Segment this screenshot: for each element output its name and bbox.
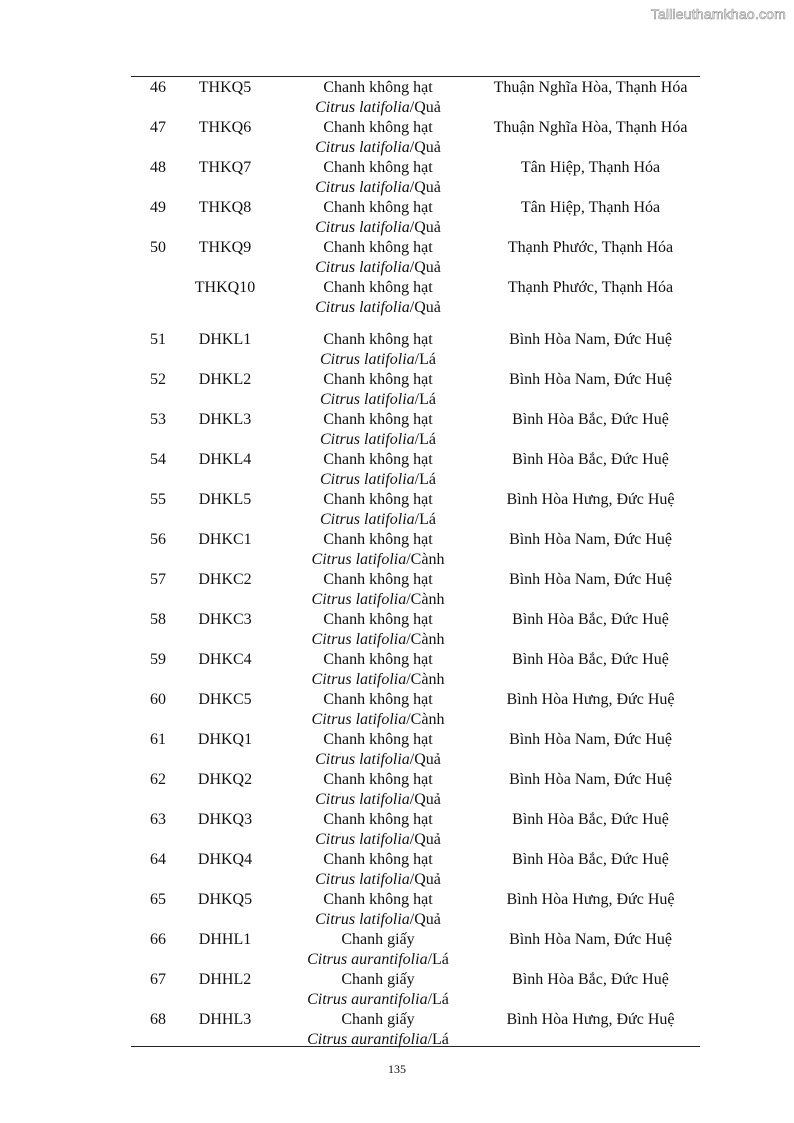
collection-location: Bình Hòa Hưng, Đức Huệ	[506, 1011, 675, 1028]
sample-code: DHHL3	[198, 1011, 252, 1028]
row-number: 52	[150, 371, 166, 388]
plant-part: /Quả	[409, 871, 441, 888]
scientific-name-line	[265, 670, 491, 690]
sample-code: DHKC2	[198, 571, 252, 588]
collection-location: Bình Hòa Nam, Đức Huệ	[509, 531, 672, 548]
common-name: Chanh giấy	[341, 1011, 415, 1028]
scientific-name-line	[265, 138, 491, 158]
species-cell	[265, 650, 491, 690]
plant-part: /Quả	[409, 139, 441, 156]
location-cell	[491, 810, 690, 830]
plant-part: /Quả	[409, 751, 441, 768]
species-cell	[265, 850, 491, 890]
scientific-name: Citrus latifolia	[315, 259, 410, 276]
location-cell	[491, 770, 690, 790]
location-cell	[491, 78, 690, 98]
plant-part: /Cành	[406, 671, 445, 688]
common-name: Chanh không hạt	[323, 851, 433, 868]
row-number: 54	[150, 451, 166, 468]
table-row	[131, 370, 700, 410]
row-number: 47	[150, 119, 166, 136]
location-cell	[491, 158, 690, 178]
species-cell	[265, 1010, 491, 1050]
plant-part: /Quả	[409, 299, 441, 316]
collection-location: Tân Hiệp, Thạnh Hóa	[520, 159, 661, 176]
table-row	[131, 238, 700, 278]
table-row	[131, 490, 700, 530]
species-cell	[265, 198, 491, 238]
species-cell	[265, 158, 491, 198]
table-row	[131, 570, 700, 610]
scientific-name: Citrus latifolia	[311, 671, 407, 688]
scientific-name-line	[265, 590, 491, 610]
scientific-name-line	[265, 298, 491, 318]
table-row	[131, 530, 700, 570]
sample-code: DHKL3	[198, 411, 252, 428]
table-bottom-rule	[131, 1046, 700, 1047]
scientific-name-line	[265, 350, 491, 370]
table-row	[131, 118, 700, 158]
plant-part: /Cành	[406, 631, 445, 648]
sample-code: DHKQ1	[197, 731, 253, 748]
species-cell	[265, 770, 491, 810]
common-name: Chanh không hạt	[323, 119, 433, 136]
common-name: Chanh không hạt	[323, 811, 433, 828]
plant-part: /Quả	[409, 259, 441, 276]
sample-code: DHKC3	[198, 611, 252, 628]
common-name: Chanh không hạt	[323, 691, 433, 708]
row-number: 63	[150, 811, 166, 828]
collection-location: Bình Hòa Bắc, Đức Huệ	[512, 971, 669, 988]
sample-code: DHKC5	[198, 691, 252, 708]
table-row	[131, 890, 700, 930]
scientific-name-line	[265, 950, 491, 970]
common-name: Chanh không hạt	[323, 411, 433, 428]
common-name: Chanh không hạt	[323, 331, 433, 348]
scientific-name-line	[265, 470, 491, 490]
row-number: 62	[150, 771, 166, 788]
species-cell	[265, 610, 491, 650]
scientific-name: Citrus latifolia	[311, 591, 407, 608]
species-cell	[265, 490, 491, 530]
species-cell	[265, 330, 491, 370]
table-row	[131, 198, 700, 238]
location-cell	[491, 278, 690, 298]
species-cell	[265, 238, 491, 278]
location-cell	[491, 970, 690, 990]
location-cell	[491, 490, 690, 510]
scientific-name-line	[265, 550, 491, 570]
location-cell	[491, 530, 690, 550]
table-row	[131, 278, 700, 318]
species-cell	[265, 78, 491, 118]
scientific-name: Citrus latifolia	[315, 299, 410, 316]
collection-location: Bình Hòa Bắc, Đức Huệ	[512, 811, 669, 828]
collection-location: Bình Hòa Nam, Đức Huệ	[509, 931, 672, 948]
location-cell	[491, 570, 690, 590]
row-number: 66	[150, 931, 166, 948]
collection-location: Bình Hòa Bắc, Đức Huệ	[512, 411, 669, 428]
collection-location: Thuận Nghĩa Hòa, Thạnh Hóa	[493, 119, 688, 136]
species-cell	[265, 890, 491, 930]
common-name: Chanh giấy	[341, 931, 415, 948]
common-name: Chanh không hạt	[323, 491, 433, 508]
table-row	[131, 610, 700, 650]
row-number: 48	[150, 159, 166, 176]
scientific-name: Citrus aurantifolia	[307, 1031, 428, 1048]
species-cell	[265, 530, 491, 570]
location-cell	[491, 850, 690, 870]
location-cell	[491, 610, 690, 630]
sample-code: DHHL2	[198, 971, 252, 988]
table-row	[131, 330, 700, 370]
table-row	[131, 450, 700, 490]
row-number: 55	[150, 491, 166, 508]
common-name: Chanh không hạt	[323, 159, 433, 176]
table-row	[131, 930, 700, 970]
species-cell	[265, 970, 491, 1010]
common-name: Chanh không hạt	[323, 239, 433, 256]
species-cell	[265, 570, 491, 610]
collection-location: Bình Hòa Nam, Đức Huệ	[509, 571, 672, 588]
table-row	[131, 158, 700, 198]
row-number: 56	[150, 531, 166, 548]
sample-code: DHKL1	[198, 331, 252, 348]
species-cell	[265, 410, 491, 450]
sample-code: DHKQ4	[197, 851, 253, 868]
location-cell	[491, 410, 690, 430]
sample-code: THKQ10	[194, 279, 256, 296]
location-cell	[491, 450, 690, 470]
sample-code: DHKL2	[198, 371, 252, 388]
sample-code: THKQ5	[198, 79, 252, 96]
row-number: 60	[150, 691, 166, 708]
sample-code: DHKC1	[198, 531, 252, 548]
collection-location: Thạnh Phước, Thạnh Hóa	[507, 239, 674, 256]
species-cell	[265, 370, 491, 410]
scientific-name: Citrus latifolia	[315, 871, 410, 888]
collection-location: Thạnh Phước, Thạnh Hóa	[507, 279, 674, 296]
common-name: Chanh không hạt	[323, 771, 433, 788]
row-number: 53	[150, 411, 166, 428]
collection-location: Bình Hòa Hưng, Đức Huệ	[506, 691, 675, 708]
scientific-name: Citrus latifolia	[319, 511, 415, 528]
common-name: Chanh không hạt	[323, 279, 433, 296]
scientific-name-line	[265, 750, 491, 770]
sample-code: THKQ7	[198, 159, 252, 176]
scientific-name: Citrus latifolia	[319, 471, 415, 488]
scientific-name-line	[265, 430, 491, 450]
scientific-name-line	[265, 98, 491, 118]
location-cell	[491, 690, 690, 710]
location-cell	[491, 730, 690, 750]
location-cell	[491, 238, 690, 258]
collection-location: Bình Hòa Nam, Đức Huệ	[509, 731, 672, 748]
scientific-name: Citrus latifolia	[315, 139, 410, 156]
scientific-name: Citrus latifolia	[319, 391, 415, 408]
scientific-name: Citrus latifolia	[315, 179, 410, 196]
row-number: 64	[150, 851, 166, 868]
sample-code: DHKC4	[198, 651, 252, 668]
scientific-name-line	[265, 710, 491, 730]
page-number: 135	[388, 1062, 406, 1076]
scientific-name-line	[265, 790, 491, 810]
sample-code: DHKL5	[198, 491, 252, 508]
location-cell	[491, 930, 690, 950]
scientific-name: Citrus latifolia	[319, 351, 415, 368]
scientific-name: Citrus latifolia	[311, 551, 407, 568]
common-name: Chanh không hạt	[323, 199, 433, 216]
row-number: 50	[150, 239, 166, 256]
collection-location: Thuận Nghĩa Hòa, Thạnh Hóa	[493, 79, 688, 96]
scientific-name: Citrus latifolia	[311, 711, 407, 728]
sample-code: DHKL4	[198, 451, 252, 468]
plant-part: /Lá	[414, 431, 436, 448]
scientific-name: Citrus aurantifolia	[307, 991, 428, 1008]
table-row	[131, 850, 700, 890]
scientific-name: Citrus latifolia	[315, 831, 410, 848]
location-cell	[491, 650, 690, 670]
watermark-text: Tailieuthamkhao.com	[650, 6, 786, 22]
plant-part: /Lá	[414, 511, 436, 528]
species-cell	[265, 690, 491, 730]
table-row	[131, 810, 700, 850]
sample-code: THKQ8	[198, 199, 252, 216]
common-name: Chanh không hạt	[323, 371, 433, 388]
table-top-rule	[131, 76, 700, 77]
row-number: 49	[150, 199, 166, 216]
row-number: 46	[150, 79, 166, 96]
plant-part: /Cành	[406, 551, 445, 568]
common-name: Chanh không hạt	[323, 79, 433, 96]
scientific-name: Citrus latifolia	[315, 219, 410, 236]
plant-part: /Lá	[427, 991, 449, 1008]
common-name: Chanh không hạt	[323, 611, 433, 628]
row-number: 65	[150, 891, 166, 908]
scientific-name-line	[265, 218, 491, 238]
collection-location: Bình Hòa Bắc, Đức Huệ	[512, 651, 669, 668]
scientific-name: Citrus latifolia	[315, 99, 410, 116]
collection-location: Bình Hòa Bắc, Đức Huệ	[512, 611, 669, 628]
scientific-name-line	[265, 178, 491, 198]
scientific-name: Citrus latifolia	[315, 911, 410, 928]
location-cell	[491, 370, 690, 390]
collection-location: Bình Hòa Bắc, Đức Huệ	[512, 451, 669, 468]
species-cell	[265, 450, 491, 490]
plant-part: /Quả	[409, 179, 441, 196]
common-name: Chanh không hạt	[323, 531, 433, 548]
collection-location: Bình Hòa Nam, Đức Huệ	[509, 371, 672, 388]
table-row	[131, 650, 700, 690]
common-name: Chanh không hạt	[323, 891, 433, 908]
row-number: 59	[150, 651, 166, 668]
scientific-name-line	[265, 910, 491, 930]
scientific-name-line	[265, 630, 491, 650]
plant-part: /Cành	[406, 711, 445, 728]
scientific-name: Citrus latifolia	[315, 791, 410, 808]
sample-code: DHHL1	[198, 931, 252, 948]
plant-part: /Cành	[406, 591, 445, 608]
species-cell	[265, 810, 491, 850]
plant-part: /Lá	[427, 1031, 449, 1048]
location-cell	[491, 1010, 690, 1030]
species-cell	[265, 730, 491, 770]
common-name: Chanh giấy	[341, 971, 415, 988]
sample-code: THKQ9	[198, 239, 252, 256]
plant-part: /Quả	[409, 911, 441, 928]
sample-code: THKQ6	[198, 119, 252, 136]
collection-location: Bình Hòa Bắc, Đức Huệ	[512, 851, 669, 868]
table-row	[131, 730, 700, 770]
species-cell	[265, 118, 491, 158]
scientific-name-line	[265, 510, 491, 530]
scientific-name-line	[265, 1030, 491, 1050]
plant-part: /Quả	[409, 99, 441, 116]
table-row	[131, 770, 700, 810]
scientific-name-line	[265, 990, 491, 1010]
plant-part: /Quả	[409, 831, 441, 848]
common-name: Chanh không hạt	[323, 731, 433, 748]
plant-part: /Lá	[414, 391, 436, 408]
scientific-name-line	[265, 390, 491, 410]
row-number: 51	[150, 331, 166, 348]
location-cell	[491, 198, 690, 218]
collection-location: Bình Hòa Nam, Đức Huệ	[509, 331, 672, 348]
collection-location: Bình Hòa Hưng, Đức Huệ	[506, 891, 675, 908]
common-name: Chanh không hạt	[323, 651, 433, 668]
scientific-name-line	[265, 830, 491, 850]
scientific-name-line	[265, 258, 491, 278]
plant-part: /Quả	[409, 219, 441, 236]
table-row	[131, 78, 700, 118]
plant-part: /Lá	[414, 471, 436, 488]
plant-part: /Lá	[427, 951, 449, 968]
common-name: Chanh không hạt	[323, 571, 433, 588]
sample-code: DHKQ3	[197, 811, 253, 828]
table-row	[131, 410, 700, 450]
species-cell	[265, 278, 491, 318]
scientific-name: Citrus latifolia	[311, 631, 407, 648]
collection-location: Bình Hòa Nam, Đức Huệ	[509, 771, 672, 788]
sample-code: DHKQ5	[197, 891, 253, 908]
table-row	[131, 690, 700, 730]
sample-code: DHKQ2	[197, 771, 253, 788]
scientific-name: Citrus latifolia	[315, 751, 410, 768]
scientific-name: Citrus aurantifolia	[307, 951, 428, 968]
plant-part: /Quả	[409, 791, 441, 808]
plant-part: /Lá	[414, 351, 436, 368]
row-number: 67	[150, 971, 166, 988]
location-cell	[491, 118, 690, 138]
row-number: 68	[150, 1011, 166, 1028]
collection-location: Tân Hiệp, Thạnh Hóa	[520, 199, 661, 216]
collection-location: Bình Hòa Hưng, Đức Huệ	[506, 491, 675, 508]
row-number: 58	[150, 611, 166, 628]
common-name: Chanh không hạt	[323, 451, 433, 468]
table-row	[131, 970, 700, 1010]
row-number: 57	[150, 571, 166, 588]
table-row	[131, 1010, 700, 1050]
scientific-name: Citrus latifolia	[319, 431, 415, 448]
species-cell	[265, 930, 491, 970]
location-cell	[491, 890, 690, 910]
location-cell	[491, 330, 690, 350]
scientific-name-line	[265, 870, 491, 890]
row-number: 61	[150, 731, 166, 748]
